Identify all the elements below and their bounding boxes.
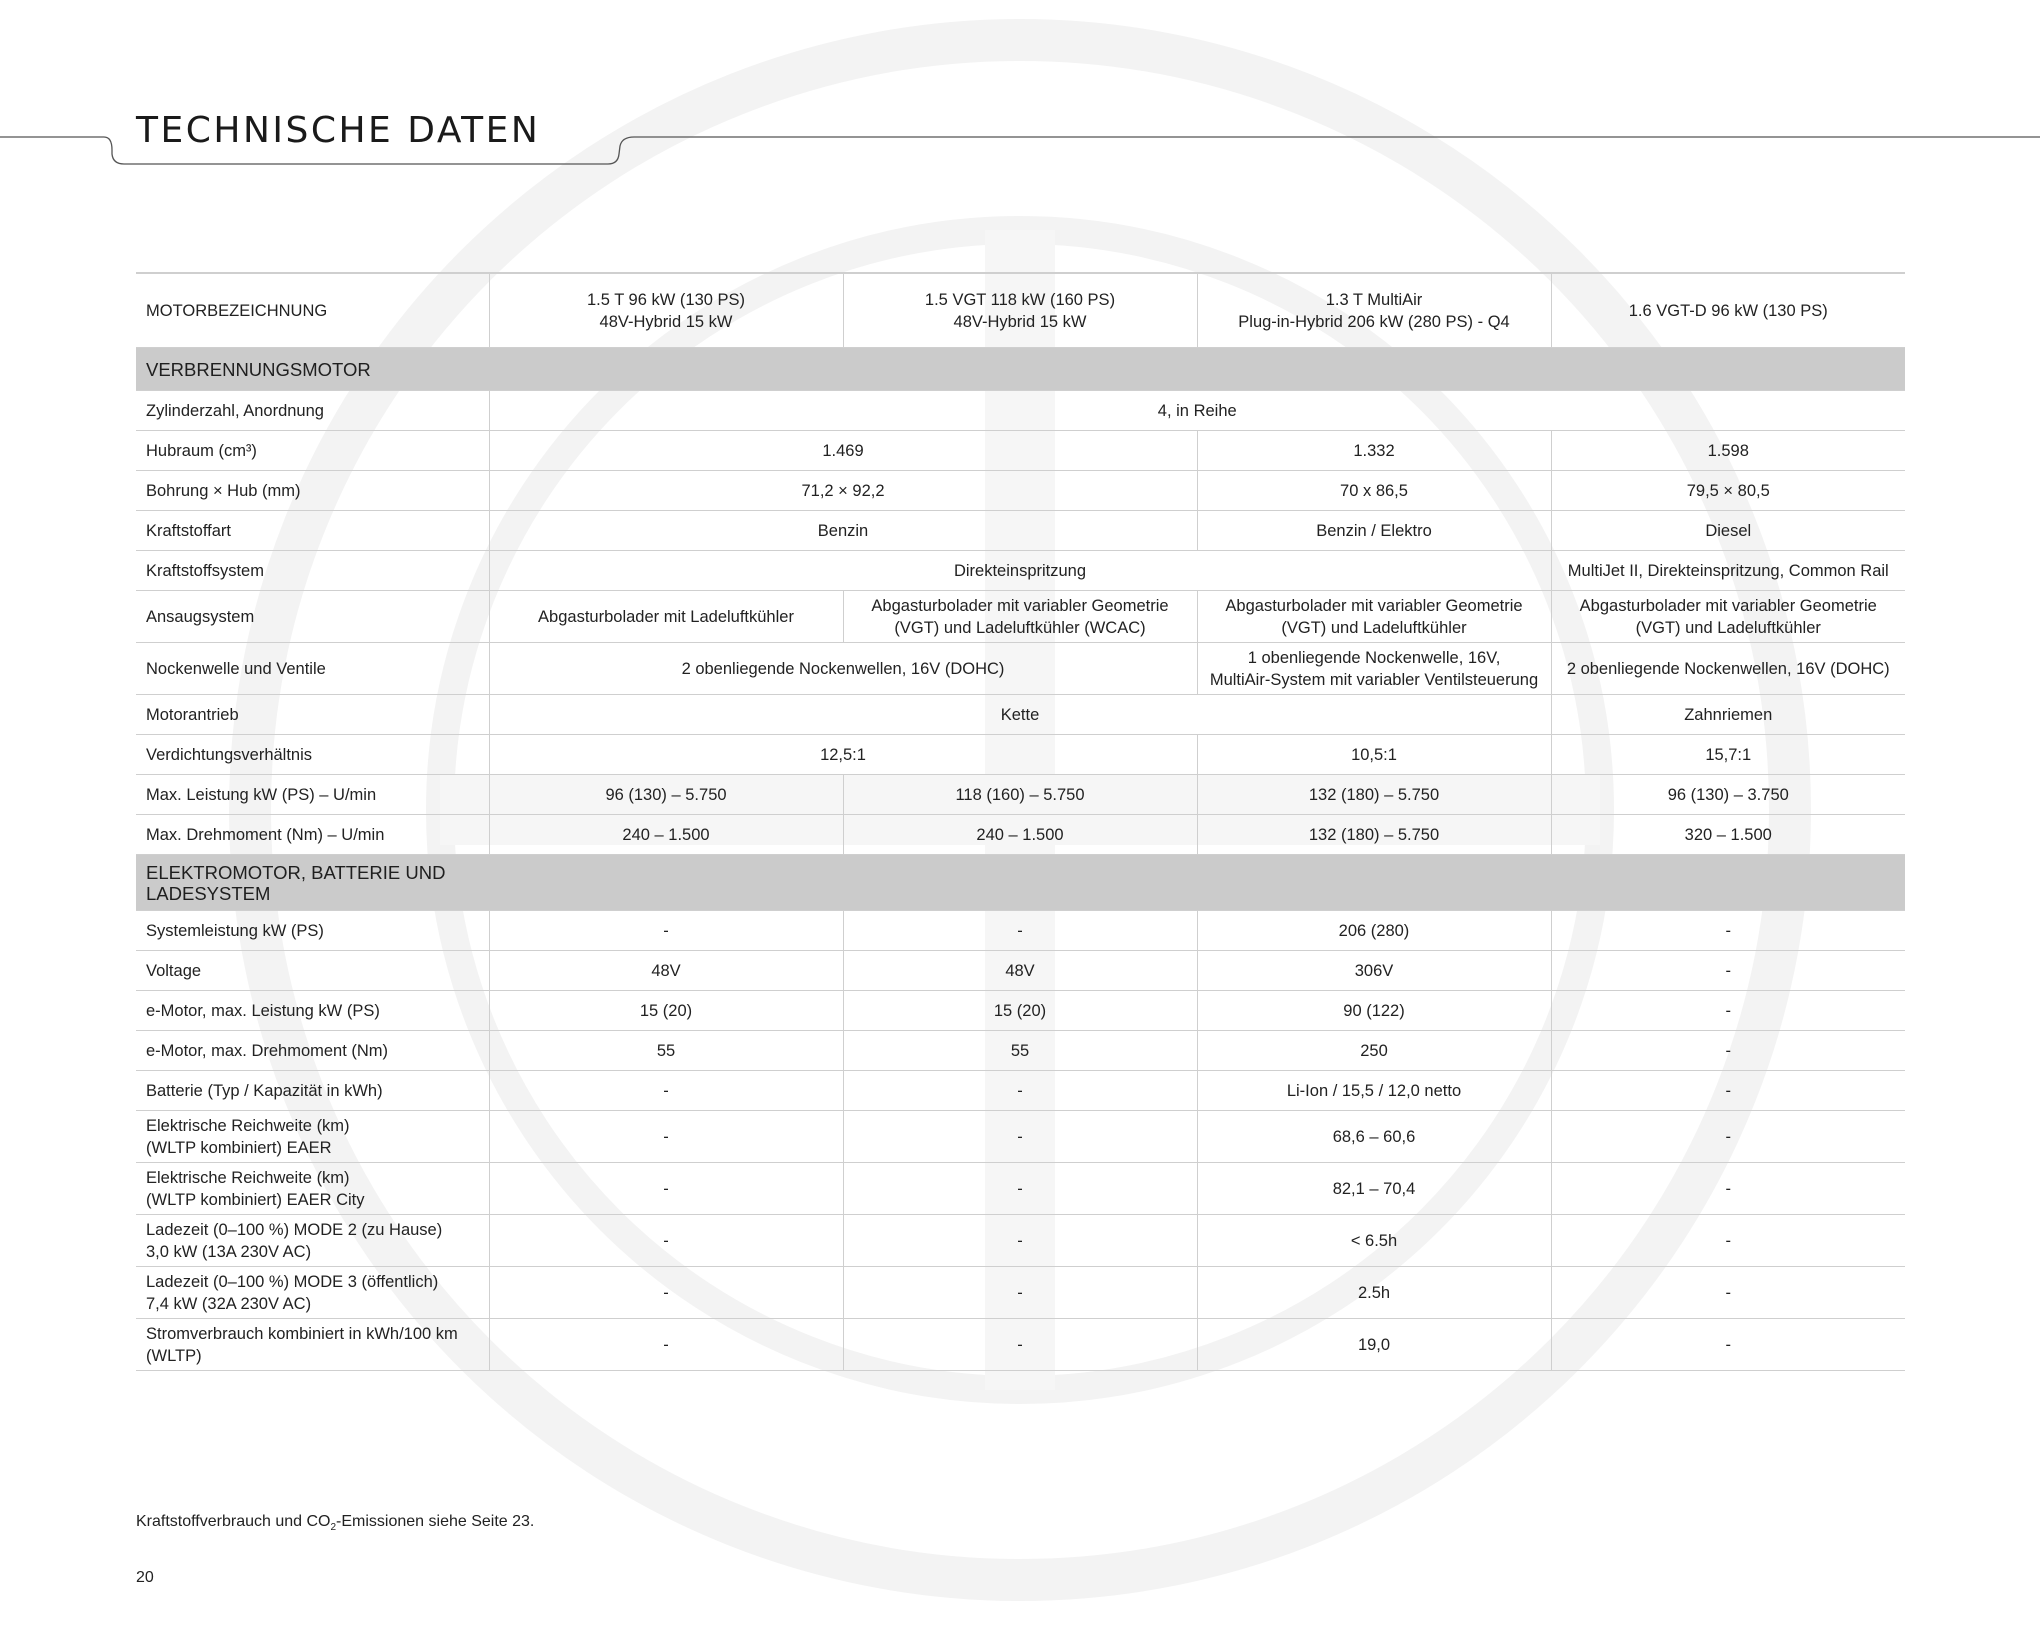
cell-value: 55 <box>489 1031 843 1071</box>
table-row <box>136 1215 1905 1267</box>
cell-value: Abgasturbolader mit variabler Geometrie (VGT) und Ladeluftkühler (WCAC) <box>843 591 1197 643</box>
table-row <box>136 1031 1905 1071</box>
cell-value: 1 obenliegende Nockenwelle, 16V, MultiAir-System mit variabler Ventilsteuerung <box>1197 643 1551 695</box>
footnote-subscript: 2 <box>330 1522 337 1534</box>
cell-value: 2 obenliegende Nockenwellen, 16V (DOHC) <box>1551 643 1905 695</box>
cell-value: Abgasturbolader mit variabler Geometrie (VGT) und Ladeluftkühler <box>1551 591 1905 643</box>
engine-header: 1.6 VGT-D 96 kW (130 PS) <box>1551 273 1905 348</box>
table-row <box>136 815 1905 855</box>
row-label: Batterie (Typ / Kapazität in kWh) <box>136 1071 489 1111</box>
cell-value: Abgasturbolader mit variabler Geometrie (VGT) und Ladeluftkühler <box>1197 591 1551 643</box>
cell-value: 1.598 <box>1551 431 1905 471</box>
cell-value: 48V <box>843 951 1197 991</box>
cell-value: 96 (130) – 5.750 <box>489 775 843 815</box>
table-row <box>136 471 1905 511</box>
section-title: ELEKTROMOTOR, BATTERIE UND LADESYSTEM <box>136 855 1905 911</box>
table-row <box>136 643 1905 695</box>
cell-value: Direkteinspritzung <box>489 551 1551 591</box>
cell-value: 4, in Reihe <box>489 391 1905 431</box>
cell-value: 206 (280) <box>1197 911 1551 951</box>
section-header <box>136 348 1905 391</box>
table-row <box>136 391 1905 431</box>
row-label: e-Motor, max. Drehmoment (Nm) <box>136 1031 489 1071</box>
cell-value: MultiJet II, Direkteinspritzung, Common Rail <box>1551 551 1905 591</box>
row-label: Max. Drehmoment (Nm) – U/min <box>136 815 489 855</box>
header-label: MOTORBEZEICHNUNG <box>136 273 489 348</box>
table-row <box>136 1319 1905 1371</box>
row-label: Kraftstoffart <box>136 511 489 551</box>
cell-value: 15 (20) <box>843 991 1197 1031</box>
cell-value: - <box>1551 911 1905 951</box>
table-row <box>136 511 1905 551</box>
cell-value: 19,0 <box>1197 1319 1551 1371</box>
cell-value: - <box>843 1071 1197 1111</box>
table-row <box>136 951 1905 991</box>
cell-value: - <box>843 911 1197 951</box>
row-label: Nockenwelle und Ventile <box>136 643 489 695</box>
cell-value: - <box>489 1267 843 1319</box>
cell-value: Kette <box>489 695 1551 735</box>
cell-value: 250 <box>1197 1031 1551 1071</box>
engine-header: 1.5 T 96 kW (130 PS) 48V-Hybrid 15 kW <box>489 273 843 348</box>
table-row <box>136 591 1905 643</box>
row-label: Ladezeit (0–100 %) MODE 2 (zu Hause) 3,0 kW (13A 230V AC) <box>136 1215 489 1267</box>
row-label: Voltage <box>136 951 489 991</box>
cell-value: - <box>489 1163 843 1215</box>
cell-value: < 6.5h <box>1197 1215 1551 1267</box>
row-label: Ladezeit (0–100 %) MODE 3 (öffentlich) 7,4 kW (32A 230V AC) <box>136 1267 489 1319</box>
cell-value: 132 (180) – 5.750 <box>1197 775 1551 815</box>
cell-value: 82,1 – 70,4 <box>1197 1163 1551 1215</box>
row-label: Bohrung × Hub (mm) <box>136 471 489 511</box>
cell-value: - <box>489 1111 843 1163</box>
cell-value: Abgasturbolader mit Ladeluftkühler <box>489 591 843 643</box>
cell-value: Diesel <box>1551 511 1905 551</box>
cell-value: 320 – 1.500 <box>1551 815 1905 855</box>
cell-value: - <box>1551 1319 1905 1371</box>
row-label: Motorantrieb <box>136 695 489 735</box>
table-row <box>136 735 1905 775</box>
footnote-text-end: -Emissionen siehe Seite 23. <box>336 1513 535 1530</box>
table-row <box>136 1111 1905 1163</box>
cell-value: Li-Ion / 15,5 / 12,0 netto <box>1197 1071 1551 1111</box>
cell-value: - <box>843 1163 1197 1215</box>
cell-value: Benzin <box>489 511 1197 551</box>
page-number: 20 <box>136 1569 154 1586</box>
cell-value: - <box>1551 1071 1905 1111</box>
cell-value: - <box>1551 1267 1905 1319</box>
cell-value: - <box>489 911 843 951</box>
section-title: VERBRENNUNGSMOTOR <box>136 348 1905 391</box>
row-label: Hubraum (cm³) <box>136 431 489 471</box>
table-row <box>136 551 1905 591</box>
cell-value: - <box>489 1319 843 1371</box>
row-label: Systemleistung kW (PS) <box>136 911 489 951</box>
cell-value: - <box>1551 951 1905 991</box>
cell-value: - <box>843 1267 1197 1319</box>
cell-value: - <box>489 1071 843 1111</box>
cell-value: 90 (122) <box>1197 991 1551 1031</box>
spec-table <box>136 272 1905 1371</box>
table-row <box>136 1071 1905 1111</box>
table-row <box>136 911 1905 951</box>
row-label: Elektrische Reichweite (km) (WLTP kombiniert) EAER <box>136 1111 489 1163</box>
cell-value: 1.332 <box>1197 431 1551 471</box>
header-rule <box>0 0 2040 200</box>
table-row <box>136 991 1905 1031</box>
row-label: Stromverbrauch kombiniert in kWh/100 km (WLTP) <box>136 1319 489 1371</box>
table-row <box>136 1267 1905 1319</box>
cell-value: 12,5:1 <box>489 735 1197 775</box>
table-row <box>136 431 1905 471</box>
table-row <box>136 695 1905 735</box>
cell-value: 48V <box>489 951 843 991</box>
cell-value: 96 (130) – 3.750 <box>1551 775 1905 815</box>
footnote-text: Kraftstoffverbrauch und CO <box>136 1513 331 1530</box>
cell-value: - <box>489 1215 843 1267</box>
cell-value: 240 – 1.500 <box>843 815 1197 855</box>
cell-value: 55 <box>843 1031 1197 1071</box>
row-label: Verdichtungsverhältnis <box>136 735 489 775</box>
cell-value: 68,6 – 60,6 <box>1197 1111 1551 1163</box>
cell-value: - <box>843 1319 1197 1371</box>
cell-value: 71,2 × 92,2 <box>489 471 1197 511</box>
cell-value: 306V <box>1197 951 1551 991</box>
row-label: e-Motor, max. Leistung kW (PS) <box>136 991 489 1031</box>
row-label: Zylinderzahl, Anordnung <box>136 391 489 431</box>
cell-value: Benzin / Elektro <box>1197 511 1551 551</box>
row-label: Elektrische Reichweite (km) (WLTP kombiniert) EAER City <box>136 1163 489 1215</box>
cell-value: 79,5 × 80,5 <box>1551 471 1905 511</box>
footnote <box>136 1513 534 1533</box>
cell-value: 2.5h <box>1197 1267 1551 1319</box>
cell-value: 118 (160) – 5.750 <box>843 775 1197 815</box>
table-row <box>136 775 1905 815</box>
cell-value: 10,5:1 <box>1197 735 1551 775</box>
cell-value: 15 (20) <box>489 991 843 1031</box>
cell-value: 240 – 1.500 <box>489 815 843 855</box>
row-label: Ansaugsystem <box>136 591 489 643</box>
row-label: Max. Leistung kW (PS) – U/min <box>136 775 489 815</box>
table-header-row <box>136 273 1905 348</box>
engine-header: 1.3 T MultiAir Plug-in-Hybrid 206 kW (280 PS) - Q4 <box>1197 273 1551 348</box>
cell-value: - <box>1551 1111 1905 1163</box>
table-row <box>136 1163 1905 1215</box>
page-title: TECHNISCHE DATEN <box>136 110 541 151</box>
cell-value: - <box>1551 1031 1905 1071</box>
cell-value: - <box>843 1111 1197 1163</box>
row-label: Kraftstoffsystem <box>136 551 489 591</box>
cell-value: - <box>1551 991 1905 1031</box>
cell-value: 15,7:1 <box>1551 735 1905 775</box>
section-header <box>136 855 1905 911</box>
cell-value: - <box>1551 1215 1905 1267</box>
cell-value: 2 obenliegende Nockenwellen, 16V (DOHC) <box>489 643 1197 695</box>
cell-value: - <box>1551 1163 1905 1215</box>
cell-value: 1.469 <box>489 431 1197 471</box>
cell-value: 132 (180) – 5.750 <box>1197 815 1551 855</box>
cell-value: 70 x 86,5 <box>1197 471 1551 511</box>
cell-value: Zahnriemen <box>1551 695 1905 735</box>
cell-value: - <box>843 1215 1197 1267</box>
engine-header: 1.5 VGT 118 kW (160 PS) 48V-Hybrid 15 kW <box>843 273 1197 348</box>
